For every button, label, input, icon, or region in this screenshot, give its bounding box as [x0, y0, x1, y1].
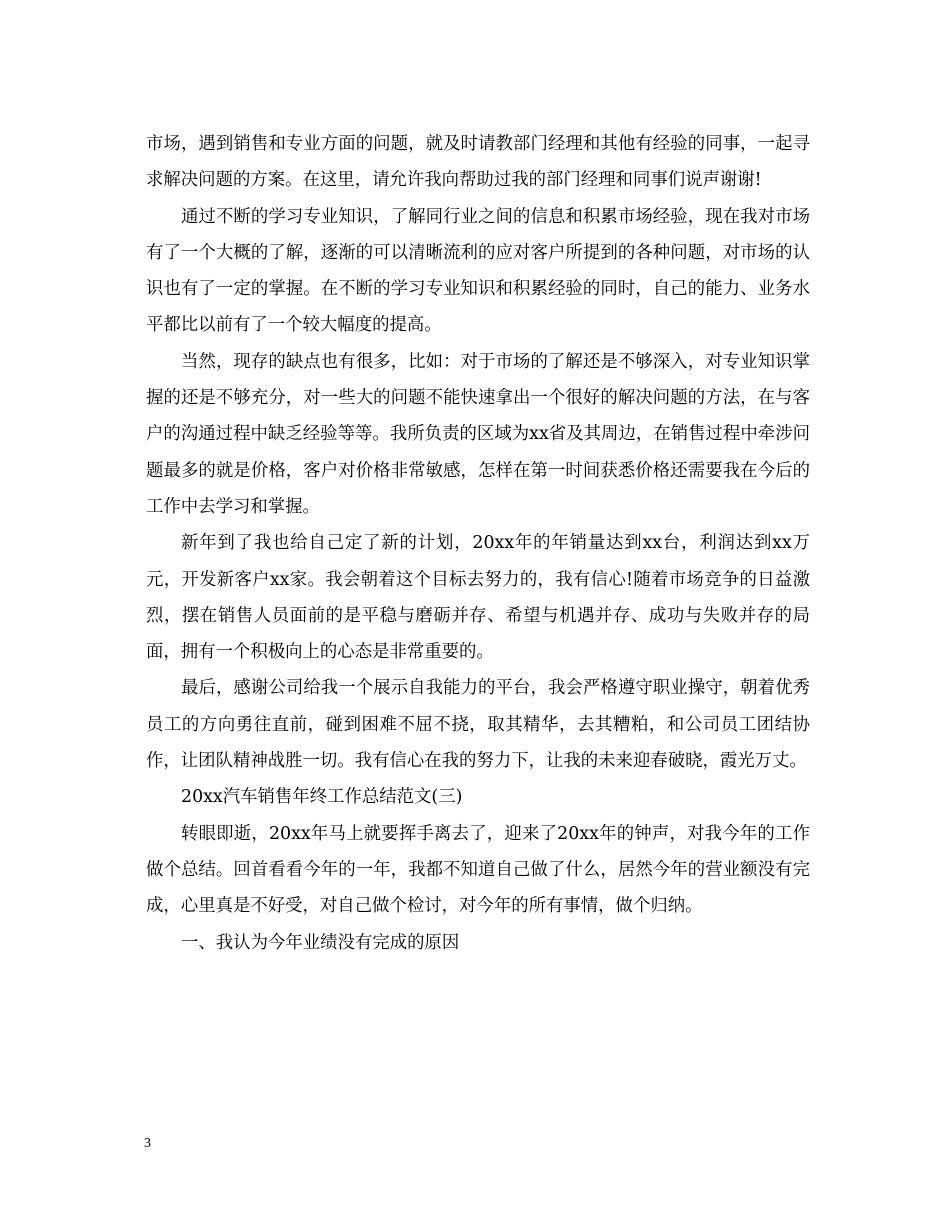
paragraph-year-review: 转眼即逝，20xx年马上就要挥手离去了，迎来了20xx年的钟声，对我今年的工作做个总结。回首看看今年的一年，我都不知道自己做了什么，居然今年的营业额没有完成，心里真是不好受，对自己做个检讨，对今年的所有事情，做个归纳。: [146, 823, 810, 917]
paragraph-closing-thanks: 最后，感谢公司给我一个展示自我能力的平台，我会严格遵守职业操守，朝着优秀员工的方向勇往直前，碰到困难不屈不挠，取其精华，去其糟粕，和公司员工团结协作，让团队精神战胜一切。我有信心在我的努力下，让我的未来迎春破晓，霞光万丈。: [146, 678, 810, 772]
paragraph-shortcomings: 当然，现存的缺点也有很多，比如：对于市场的了解还是不够深入，对专业知识掌握的还是不够充分，对一些大的问题不能快速拿出一个很好的解决问题的方法，在与客户的沟通过程中缺乏经验等等。我所负责的区域为xx省及其周边，在销售过程中牵涉问题最多的就是价格，客户对价格非常敏感，怎样在第一时间获悉价格还需要我在今后的工作中去学习和掌握。: [146, 351, 810, 517]
paragraph-learning: 通过不断的学习专业知识，了解同行业之间的信息和积累市场经验，现在我对市场有了一个大概的了解，逐渐的可以清晰流利的应对客户所提到的各种问题，对市场的认识也有了一定的掌握。在不断的学习专业知识和积累经验的同时，自己的能力、业务水平都比以前有了一个较大幅度的提高。: [146, 206, 810, 336]
page-number: 3: [144, 1136, 151, 1151]
body-text: [146, 126, 810, 961]
paragraph-new-year-plan: 新年到了我也给自己定了新的计划，20xx年的年销量达到xx台，利润达到xx万元，开发新客户xx家。我会朝着这个目标去努力的，我有信心!随着市场竞争的日益激烈，摆在销售人员面前的是平稳与磨砺并存、希望与机遇并存、成功与失败并存的局面，拥有一个积极向上的心态是非常重要的。: [146, 533, 810, 663]
subsection-heading: 一、我认为今年业绩没有完成的原因: [181, 932, 460, 953]
section-heading: 20xx汽车销售年终工作总结范文(三): [181, 787, 463, 808]
paragraph-continuation: 市场，遇到销售和专业方面的问题，就及时请教部门经理和其他有经验的同事，一起寻求解决问题的方案。在这里，请允许我向帮助过我的部门经理和同事们说声谢谢!: [146, 134, 810, 191]
